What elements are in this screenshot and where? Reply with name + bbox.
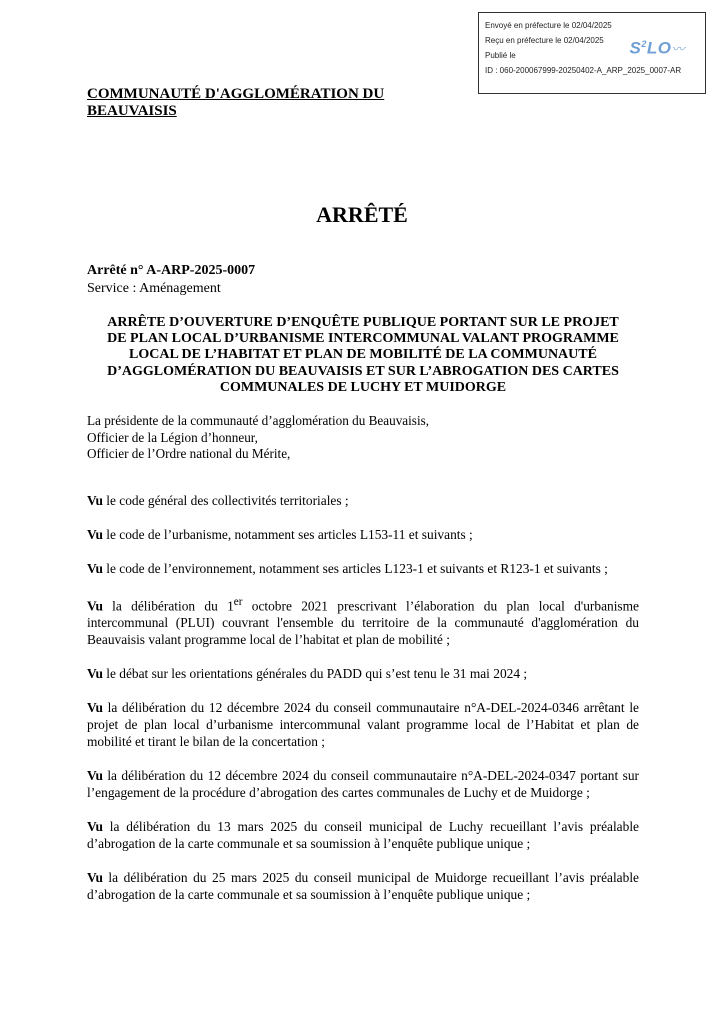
vu-text: le code de l’urbanisme, notamment ses articles L153-11 et suivants ;: [102, 527, 473, 542]
vu-text: la délibération du 12 décembre 2024 du conseil communautaire n°A-DEL-2024-0346 arrêtant le projet de plan local d’urbanisme intercommunal valant programme local de l’Habitat et plan de mobilité et tirant le bilan de la concertation ;: [87, 700, 639, 750]
reference-block: [87, 262, 255, 298]
service-name: Service : Aménagement: [87, 281, 221, 296]
bird-icon: 〰: [671, 41, 685, 57]
document-title: ARRÊTÉ: [316, 202, 408, 227]
vu-label: Vu: [87, 666, 103, 682]
org-line-1: COMMUNAUTÉ D'AGGLOMÉRATION DU: [87, 86, 385, 102]
vu-paragraph: [87, 492, 639, 509]
vu-text: la délibération du 1: [102, 598, 234, 614]
president-line: La présidente de la communauté d’agglomération du Beauvaisis,: [87, 413, 430, 428]
vu-label: Vu: [87, 527, 103, 542]
vu-text: octobre 2021 prescrivant l’élaboration du plan local d'urbanisme intercommunal (PLUI) couvrant l'ensemble du territoire de la communauté d'agglomération du Beauvaisis valant programme local de l’habitat et plan de mobilité ;: [87, 598, 640, 648]
vu-text: la délibération du 25 mars 2025 du conseil municipal de Muidorge recueillant l’avis préalable d’abrogation de la carte communale et sa soumission à l’enquête publique unique ;: [87, 870, 639, 903]
vu-paragraph: [87, 560, 639, 577]
vu-label: Vu: [87, 768, 103, 784]
vu-label: Vu: [87, 870, 103, 886]
vu-paragraph: [87, 526, 639, 543]
decree-subject: [87, 315, 639, 396]
subject-line: LOCAL DE L’HABITAT ET PLAN DE MOBILITÉ DE LA COMMUNAUTÉ: [129, 347, 597, 363]
vu-text: le débat sur les orientations générales du PADD qui s’est tenu le 31 mai 2024 ;: [102, 666, 528, 682]
vu-label: Vu: [87, 493, 103, 508]
stamp-id: ID : 060-200067999-20250402-A_ARP_2025_0007-AR: [485, 66, 682, 75]
vu-paragraph: [87, 665, 639, 682]
vu-text: la délibération du 13 mars 2025 du conseil municipal de Luchy recueillant l’avis préalable d’abrogation de la carte communale et sa soumission à l’enquête publique unique ;: [87, 819, 639, 852]
vu-label: Vu: [87, 561, 103, 576]
prefecture-stamp: [478, 12, 706, 94]
subject-line: ARRÊTE D’OUVERTURE D’ENQUÊTE PUBLIQUE PORTANT SUR LE PROJET: [107, 315, 619, 330]
considerations: [87, 492, 639, 920]
vu-text: le code de l’environnement, notamment ses articles L123-1 et suivants et R123-1 et suivants ;: [102, 561, 608, 576]
ordinal-suffix: er: [233, 596, 243, 608]
organization-name: [87, 86, 407, 120]
vu-paragraph: [87, 699, 639, 750]
president-line: Officier de l’Ordre national du Mérite,: [87, 446, 291, 461]
vu-paragraph: [87, 869, 639, 903]
president-line: Officier de la Légion d’honneur,: [87, 429, 258, 445]
decree-number: Arrêté n° A-ARP-2025-0007: [87, 263, 256, 278]
vu-paragraph: [87, 767, 639, 801]
subject-line: COMMUNALES DE LUCHY ET MUIDORGE: [219, 379, 507, 395]
stamp-received-date: Reçu en préfecture le 02/04/2025: [485, 36, 604, 45]
vu-paragraph: [87, 818, 639, 852]
vu-label: Vu: [87, 700, 103, 716]
vu-paragraph: [87, 594, 639, 648]
stamp-published: Publié le: [485, 51, 516, 60]
vu-text: la délibération du 12 décembre 2024 du conseil communautaire n°A-DEL-2024-0347 portant sur l’engagement de la procédure d’abrogation des cartes communales de Luchy et de Muidorge ;: [87, 768, 639, 801]
s2lo-logo: $S^2LO$〰: [629, 38, 685, 58]
subject-line: D’AGGLOMÉRATION DU BEAUVAISIS ET SUR L’ABROGATION DES CARTES: [107, 363, 619, 379]
stamp-sent-date: Envoyé en préfecture le 02/04/2025: [485, 21, 612, 30]
org-line-2: BEAUVAISIS: [87, 103, 177, 119]
president-block: [87, 413, 429, 463]
vu-label: Vu: [87, 819, 103, 835]
subject-line: DE PLAN LOCAL D’URBANISME INTERCOMMUNAL VALANT PROGRAMME: [107, 331, 619, 347]
vu-text: le code général des collectivités territoriales ;: [102, 493, 349, 508]
vu-label: Vu: [87, 598, 103, 614]
